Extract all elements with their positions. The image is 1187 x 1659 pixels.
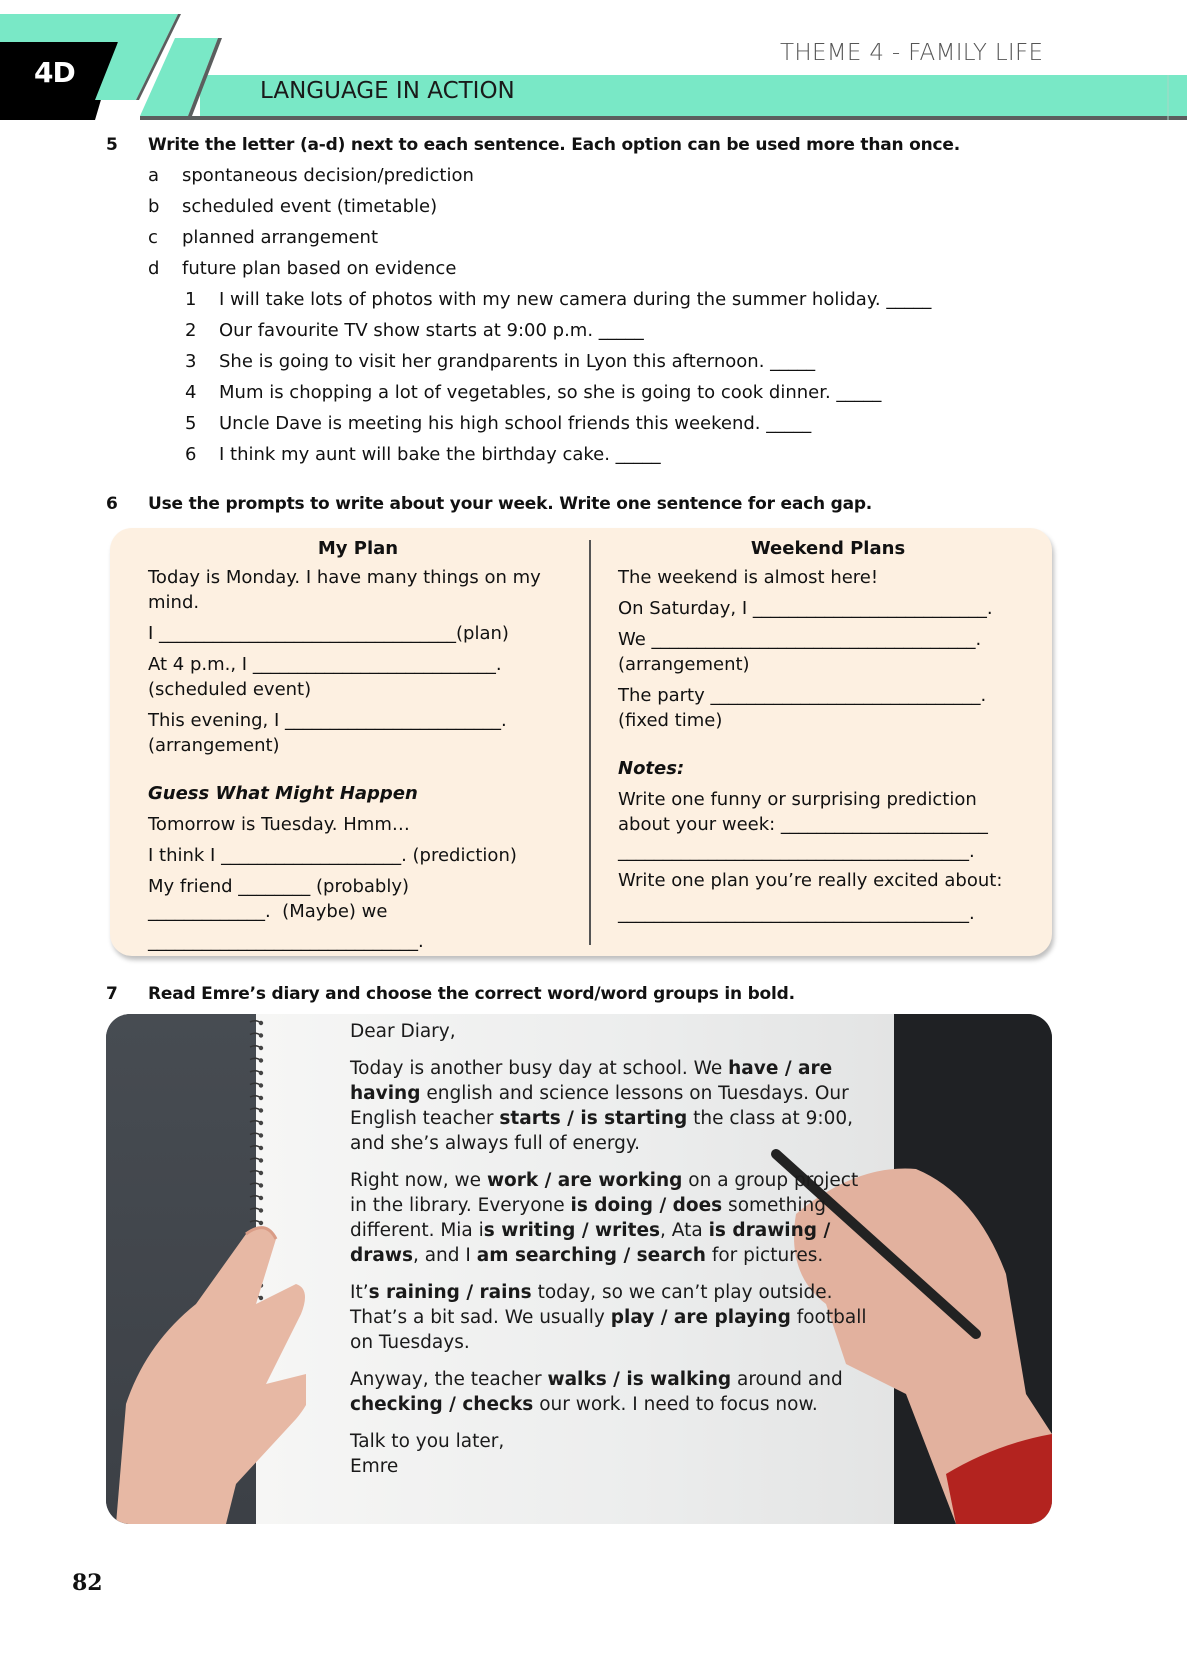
section-subheading: Guess What Might Happen [148, 783, 418, 804]
spiral-hole [259, 1208, 263, 1212]
prompt-line: Write one plan you’re really excited about: [618, 870, 1003, 891]
sentence-item [185, 290, 985, 312]
section-subheading: Notes: [618, 758, 685, 779]
sentence-number: 4 [185, 382, 197, 403]
answer-choice: s raining / rains [368, 1282, 532, 1303]
sentence-item [185, 414, 985, 436]
spiral-hole [259, 1183, 263, 1187]
diary-text-segment: Today is another busy day at school. We [350, 1058, 729, 1079]
answer-choice: checking / checks [350, 1394, 534, 1415]
option-text: scheduled event (timetable) [182, 196, 438, 217]
page-number: 82 [72, 1570, 103, 1596]
exercise-7-number: 7 [106, 984, 118, 1004]
diary-paragraph-4 [350, 1367, 870, 1417]
sentence-text: I think my aunt will bake the birthday cake. _____ [219, 444, 661, 465]
option-letter: b [148, 196, 160, 217]
diary-entry [350, 1019, 870, 1479]
diary-paragraph-2 [350, 1168, 870, 1268]
lesson-title: LANGUAGE IN ACTION [260, 78, 515, 104]
diary-text-segment: today, so we can’t play outside. That’s a bit sad. We usually [350, 1282, 833, 1328]
diary-signature: Emre [350, 1456, 399, 1477]
answer-choice: starts / is starting [499, 1108, 688, 1129]
spiral-hole [259, 1133, 263, 1137]
diary-paragraph-3 [350, 1280, 870, 1355]
prompt-line: _____________. (Maybe) we [148, 901, 388, 922]
diary-text-segment: It’ [350, 1282, 369, 1303]
prompt-line: mind. [148, 592, 200, 613]
diary-text-segment: around and [731, 1369, 843, 1390]
spiral-hole [259, 1058, 263, 1062]
diary-text-segment: Anyway, the teacher [350, 1369, 548, 1390]
my-plan-heading: My Plan [317, 538, 399, 559]
sentence-number: 3 [185, 351, 197, 372]
sentence-text: Mum is chopping a lot of vegetables, so she is going to cook dinner. _____ [219, 382, 882, 403]
prompt-line: about your week: _______________________ [618, 814, 988, 835]
spiral-hole [259, 1108, 263, 1112]
option-letter: d [148, 258, 160, 279]
prompt-line: The party ______________________________. [618, 685, 987, 706]
sentence-text: Uncle Dave is meeting his high school friends this weekend. _____ [219, 413, 812, 434]
spiral-hole [259, 1196, 263, 1200]
prompt-line: (fixed time) [618, 710, 723, 731]
option-letter: c [148, 227, 158, 248]
prompt-line: ______________________________. [148, 931, 424, 952]
diary-closing: Talk to you later, [350, 1431, 505, 1452]
diary-text-segment: something different. Mia i [350, 1195, 826, 1241]
answer-choice: is doing / does [570, 1195, 723, 1216]
spiral-hole [259, 1071, 263, 1075]
diary-text-segment: the class at 9:00, and she’s always full of energy. [350, 1108, 854, 1154]
spiral-hole [259, 1146, 263, 1150]
prompt-line: This evening, I ________________________. [148, 710, 507, 731]
option-letter: a [148, 165, 160, 186]
sentence-item [185, 445, 985, 467]
option-text: spontaneous decision/prediction [182, 165, 474, 186]
option-text: planned arrangement [182, 227, 379, 248]
spiral-hole [259, 1021, 263, 1025]
sentence-item [185, 383, 985, 405]
option-item [148, 228, 948, 250]
left-hand-icon [106, 1214, 306, 1524]
prompt-line: I _________________________________(plan) [148, 623, 509, 644]
unit-code: 4D [34, 56, 75, 89]
diary-text-segment: for pictures. [705, 1245, 824, 1266]
weekend-plans-heading: Weekend Plans [750, 538, 906, 559]
prompt-line: (arrangement) [148, 735, 280, 756]
diary-greeting: Dear Diary, [350, 1021, 456, 1042]
spiral-hole [259, 1033, 263, 1037]
answer-choice: play / are playing [610, 1307, 791, 1328]
prompt-line: My friend ________ (probably) [148, 876, 410, 897]
prompt-line: I think I ____________________. (prediction) [148, 845, 517, 866]
diary-text-segment: Right now, we [350, 1170, 487, 1191]
sentence-number: 5 [185, 413, 197, 434]
diary-paragraph-1 [350, 1056, 870, 1156]
prompt-line: Tomorrow is Tuesday. Hmm… [148, 814, 410, 835]
prompt-line: We ____________________________________. [618, 629, 982, 650]
diary-text-segment: , Ata [660, 1220, 709, 1241]
spiral-hole [259, 1158, 263, 1162]
spiral-hole [259, 1046, 263, 1050]
prompt-line: _______________________________________. [618, 841, 975, 862]
sentence-text: I will take lots of photos with my new camera during the summer holiday. _____ [219, 289, 932, 310]
sentence-text: Our favourite TV show starts at 9:00 p.m. _____ [219, 320, 644, 341]
sentence-number: 2 [185, 320, 197, 341]
spiral-hole [259, 1096, 263, 1100]
column-divider [589, 540, 591, 945]
diary-text-segment: our work. I need to focus now. [533, 1394, 818, 1415]
diary-text-segment: on a group project in the library. Everyone [350, 1170, 859, 1216]
option-text: future plan based on evidence [182, 258, 457, 279]
spiral-hole [259, 1083, 263, 1087]
sentence-item [185, 352, 985, 374]
prompt-line: Write one funny or surprising prediction [618, 789, 977, 810]
answer-choice: s writing / writes [483, 1220, 660, 1241]
prompt-line: The weekend is almost here! [618, 567, 879, 588]
diary-text-segment: , and I [412, 1245, 477, 1266]
theme-title: THEME 4 - FAMILY LIFE [780, 40, 1044, 66]
diary-text-segment: english and science lessons on Tuesdays. Our English teacher [350, 1083, 849, 1129]
diary-text-segment: football on Tuesdays. [350, 1307, 867, 1353]
prompt-line: At 4 p.m., I ___________________________. [148, 654, 502, 675]
exercise-7-instruction: Read Emre’s diary and choose the correct word/word groups in bold. [148, 984, 795, 1004]
exercise-5-number: 5 [106, 135, 118, 155]
answer-choice: walks / is walking [547, 1369, 732, 1390]
sentence-text: She is going to visit her grandparents in Lyon this afternoon. _____ [219, 351, 816, 372]
answer-choice: am searching / search [476, 1245, 706, 1266]
sentence-item [185, 321, 985, 343]
exercise-6-number: 6 [106, 494, 118, 514]
spiral-hole [259, 1171, 263, 1175]
prompt-line: On Saturday, I __________________________. [618, 598, 993, 619]
answer-choice: work / are working [486, 1170, 683, 1191]
exercise-6-instruction: Use the prompts to write about your week. Write one sentence for each gap. [148, 494, 873, 514]
option-item [148, 166, 948, 188]
answer-choice: is drawing / draws [350, 1220, 831, 1266]
spiral-hole [259, 1121, 263, 1125]
prompt-line: Today is Monday. I have many things on my [148, 567, 541, 588]
prompt-line: (scheduled event) [148, 679, 312, 700]
answer-choice: have / are having [350, 1058, 833, 1104]
prompt-line: _______________________________________. [618, 903, 975, 924]
prompt-line: (arrangement) [618, 654, 750, 675]
sentence-number: 1 [185, 289, 197, 310]
exercise-5-instruction: Write the letter (a-d) next to each sentence. Each option can be used more than once. [148, 135, 960, 155]
option-item [148, 259, 948, 281]
sentence-number: 6 [185, 444, 197, 465]
diary-photo [106, 1014, 1052, 1524]
option-item [148, 197, 948, 219]
